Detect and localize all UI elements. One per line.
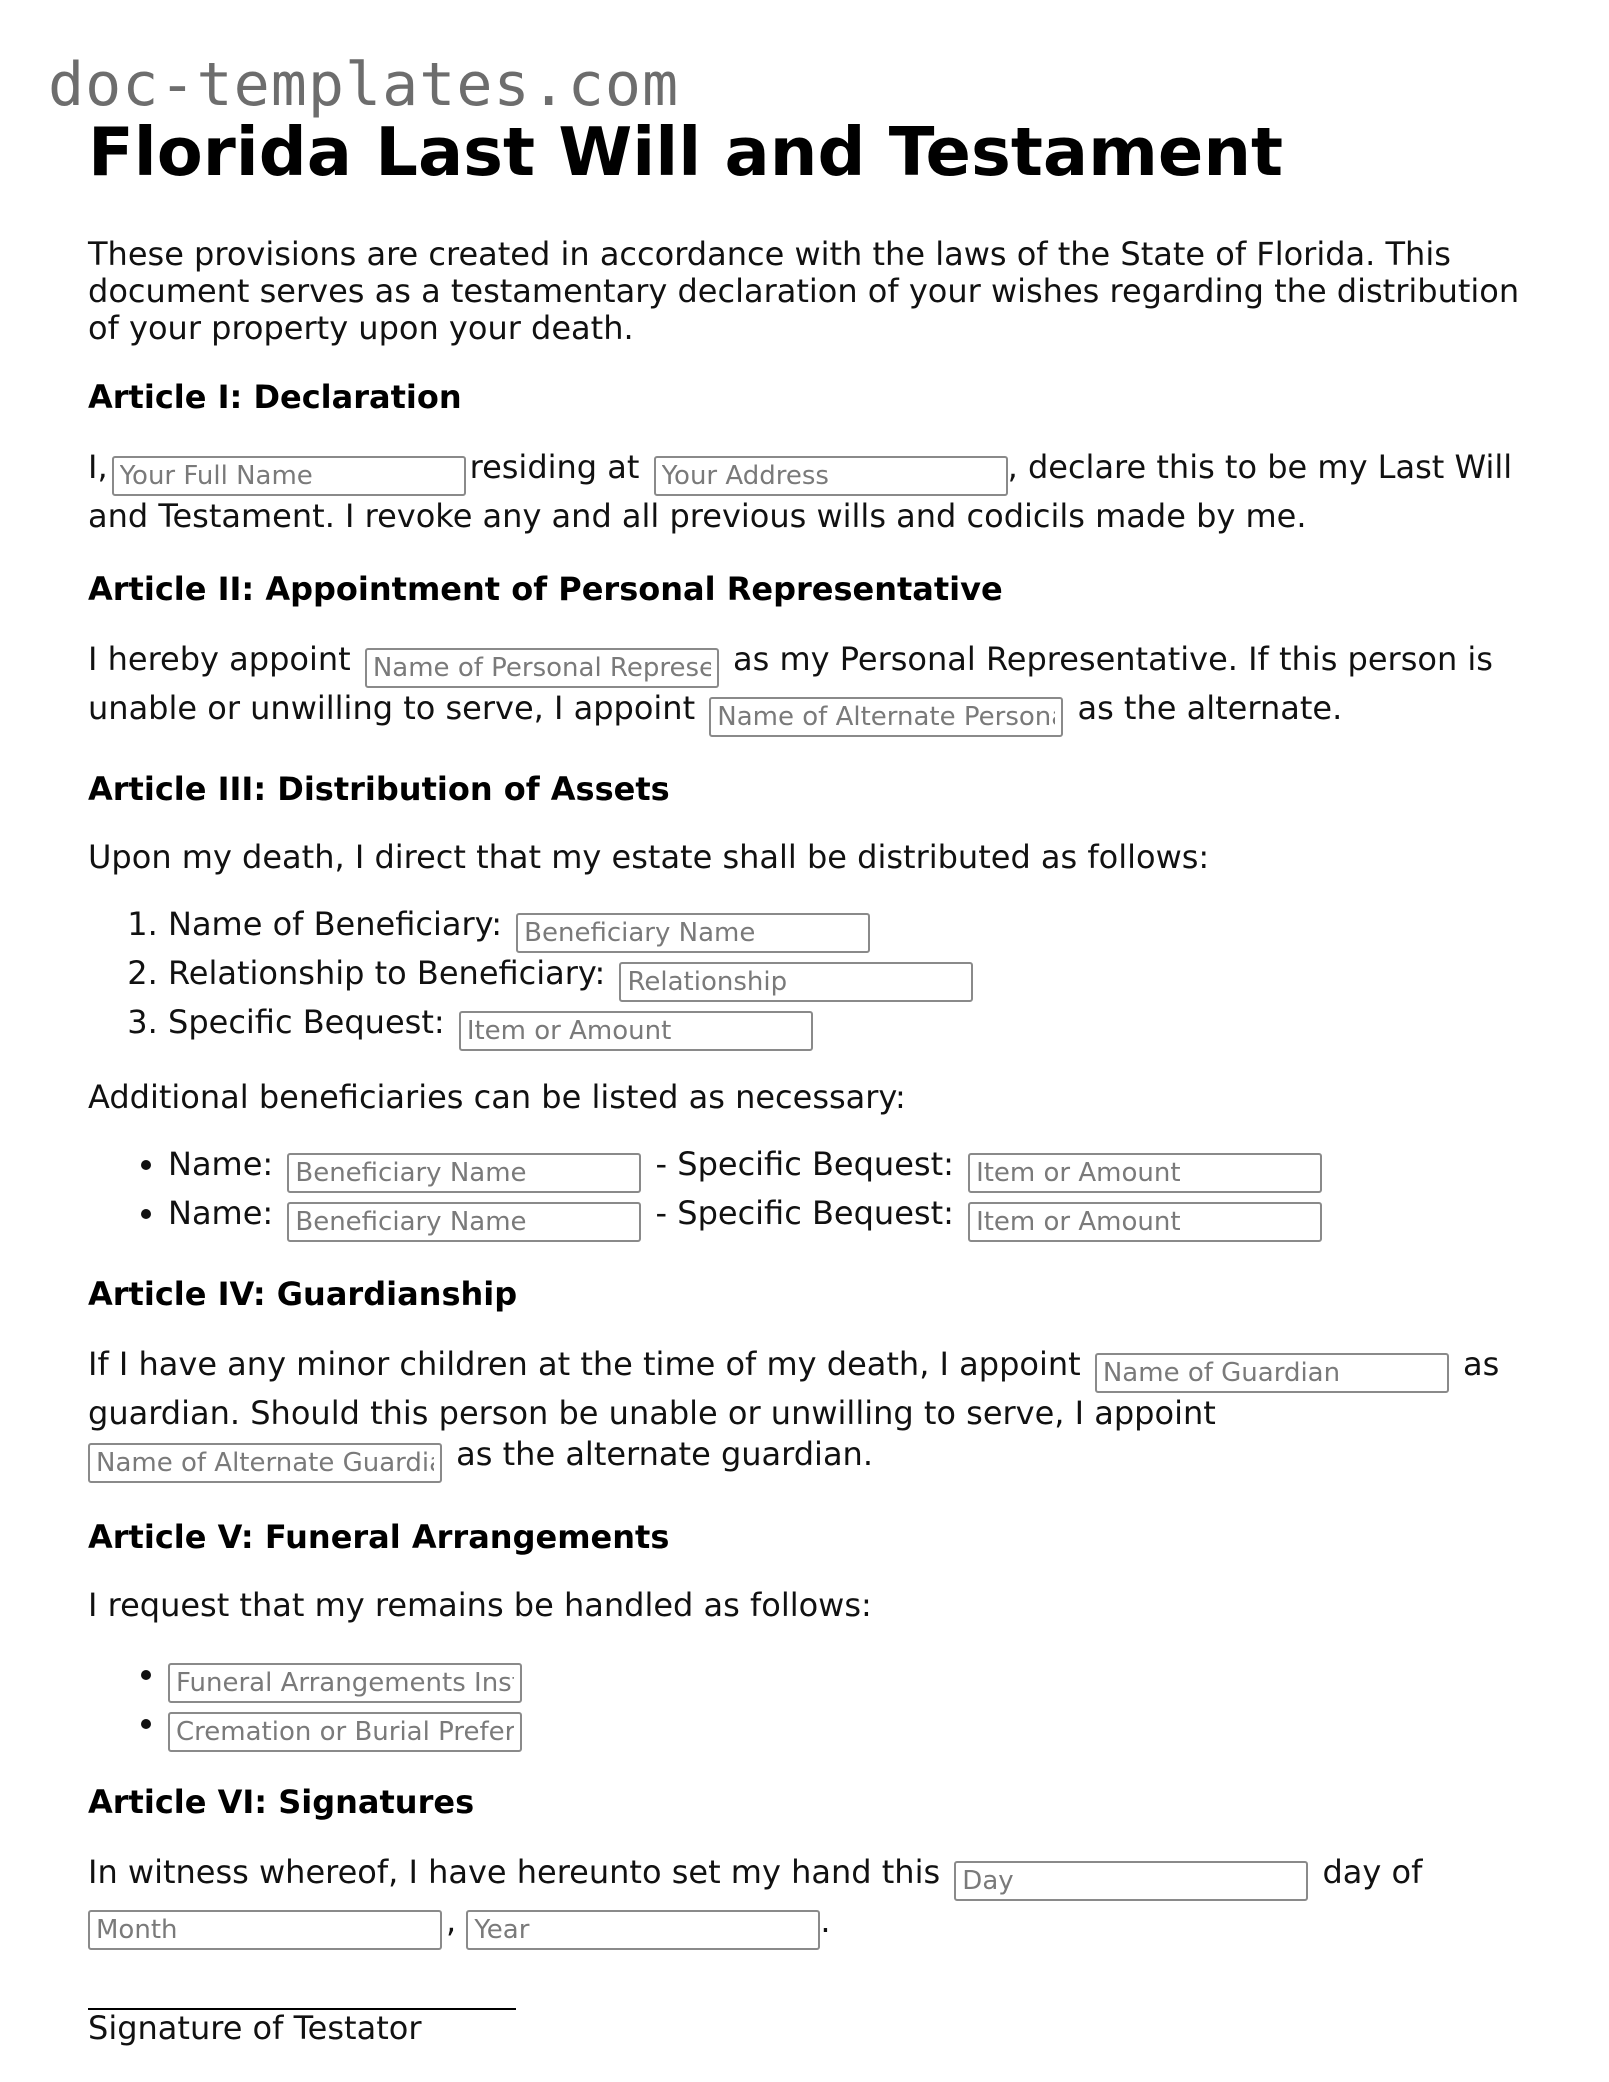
- article-3-intro: Upon my death, I direct that my estate shall be distributed as follows:: [88, 838, 1210, 876]
- full-name-input[interactable]: [112, 456, 466, 496]
- article-1-text-c: , declare this to be my Last Will and Testament. I revoke any and all previous wills and codicils made by me.: [88, 448, 1513, 535]
- additional-name-label: Name:: [168, 1194, 274, 1232]
- additional-name-label: Name:: [168, 1145, 274, 1183]
- funeral-arrangements-input[interactable]: [168, 1663, 522, 1703]
- article-1-text-a: I,: [88, 448, 108, 486]
- article-4-paragraph: [88, 1344, 1528, 1483]
- article-2-paragraph: [88, 639, 1528, 737]
- article-2-text-c: as the alternate.: [1077, 689, 1343, 727]
- alternate-representative-input[interactable]: [709, 697, 1063, 737]
- article-2-text-a: I hereby appoint: [88, 640, 351, 678]
- article-4-heading: Article IV: Guardianship: [88, 1275, 518, 1313]
- month-input[interactable]: [88, 1910, 442, 1950]
- additional-bequest-input[interactable]: [968, 1153, 1322, 1193]
- additional-bequest-label: - Specific Bequest:: [655, 1194, 954, 1232]
- article-3-heading: Article III: Distribution of Assets: [88, 770, 670, 808]
- article-6-text-b: day of: [1322, 1853, 1423, 1891]
- year-input[interactable]: [466, 1910, 820, 1950]
- article-2-heading: Article II: Appointment of Personal Representative: [88, 570, 1003, 608]
- article-5-heading: Article V: Funeral Arrangements: [88, 1518, 670, 1556]
- list-item-additional-beneficiary: [168, 1144, 1528, 1193]
- article-6-heading: Article VI: Signatures: [88, 1783, 475, 1821]
- document-body: [88, 112, 1528, 2047]
- additional-bequest-input[interactable]: [968, 1202, 1322, 1242]
- intro-paragraph: These provisions are created in accordance with the laws of the State of Florida. This document serves as a testamentary declaration of your wishes regarding the distribution of your property upon your death.: [88, 235, 1520, 347]
- list-item-relationship: [168, 953, 1528, 1002]
- address-input[interactable]: [654, 456, 1008, 496]
- beneficiary-list: [88, 904, 1528, 1051]
- article-6-text-a: In witness whereof, I have hereunto set my hand this: [88, 1853, 941, 1891]
- additional-beneficiary-list: [88, 1144, 1528, 1242]
- article-6-paragraph: [88, 1852, 1528, 1950]
- relationship-label: Relationship to Beneficiary:: [168, 954, 606, 992]
- day-input[interactable]: [954, 1861, 1308, 1901]
- period: .: [820, 1902, 831, 1940]
- additional-bequest-label: - Specific Bequest:: [655, 1145, 954, 1183]
- list-item-beneficiary-name: [168, 904, 1528, 953]
- relationship-input[interactable]: [619, 962, 973, 1002]
- bequest-label: Specific Bequest:: [168, 1003, 445, 1041]
- article-5-intro: I request that my remains be handled as follows:: [88, 1586, 872, 1624]
- article-4-text-a: If I have any minor children at the time of my death, I appoint: [88, 1345, 1081, 1383]
- comma-separator: ,: [446, 1902, 457, 1940]
- list-item-funeral: [168, 1654, 1528, 1703]
- personal-representative-input[interactable]: [365, 648, 719, 688]
- list-item-additional-beneficiary: [168, 1193, 1528, 1242]
- additional-beneficiary-name-input[interactable]: [287, 1153, 641, 1193]
- beneficiary-name-input[interactable]: [516, 913, 870, 953]
- article-1-heading: Article I: Declaration: [88, 378, 462, 416]
- cremation-burial-input[interactable]: [168, 1712, 522, 1752]
- page-title: Florida Last Will and Testament: [88, 113, 1284, 191]
- signature-label: Signature of Testator: [88, 2009, 422, 2047]
- beneficiary-name-label: Name of Beneficiary:: [168, 905, 502, 943]
- article-1-text-b: residing at: [469, 448, 640, 486]
- list-item-bequest: [168, 1002, 1528, 1051]
- watermark-logo: doc-templates.com: [48, 50, 680, 120]
- article-1-paragraph: [88, 447, 1528, 537]
- additional-beneficiary-name-input[interactable]: [287, 1202, 641, 1242]
- article-4-text-b: as guardian. Should this person be unable or unwilling to serve, I appoint: [88, 1345, 1500, 1432]
- alternate-guardian-input[interactable]: [88, 1443, 442, 1483]
- list-item-funeral: [168, 1703, 1528, 1752]
- bequest-input[interactable]: [459, 1011, 813, 1051]
- article-4-text-c: as the alternate guardian.: [456, 1435, 873, 1473]
- additional-beneficiaries-text: Additional beneficiaries can be listed as necessary:: [88, 1078, 906, 1116]
- guardian-input[interactable]: [1095, 1353, 1449, 1393]
- article-2-text-b: as my Personal Representative. If this person is unable or unwilling to serve, I appoint: [88, 640, 1493, 727]
- funeral-list: [88, 1654, 1528, 1752]
